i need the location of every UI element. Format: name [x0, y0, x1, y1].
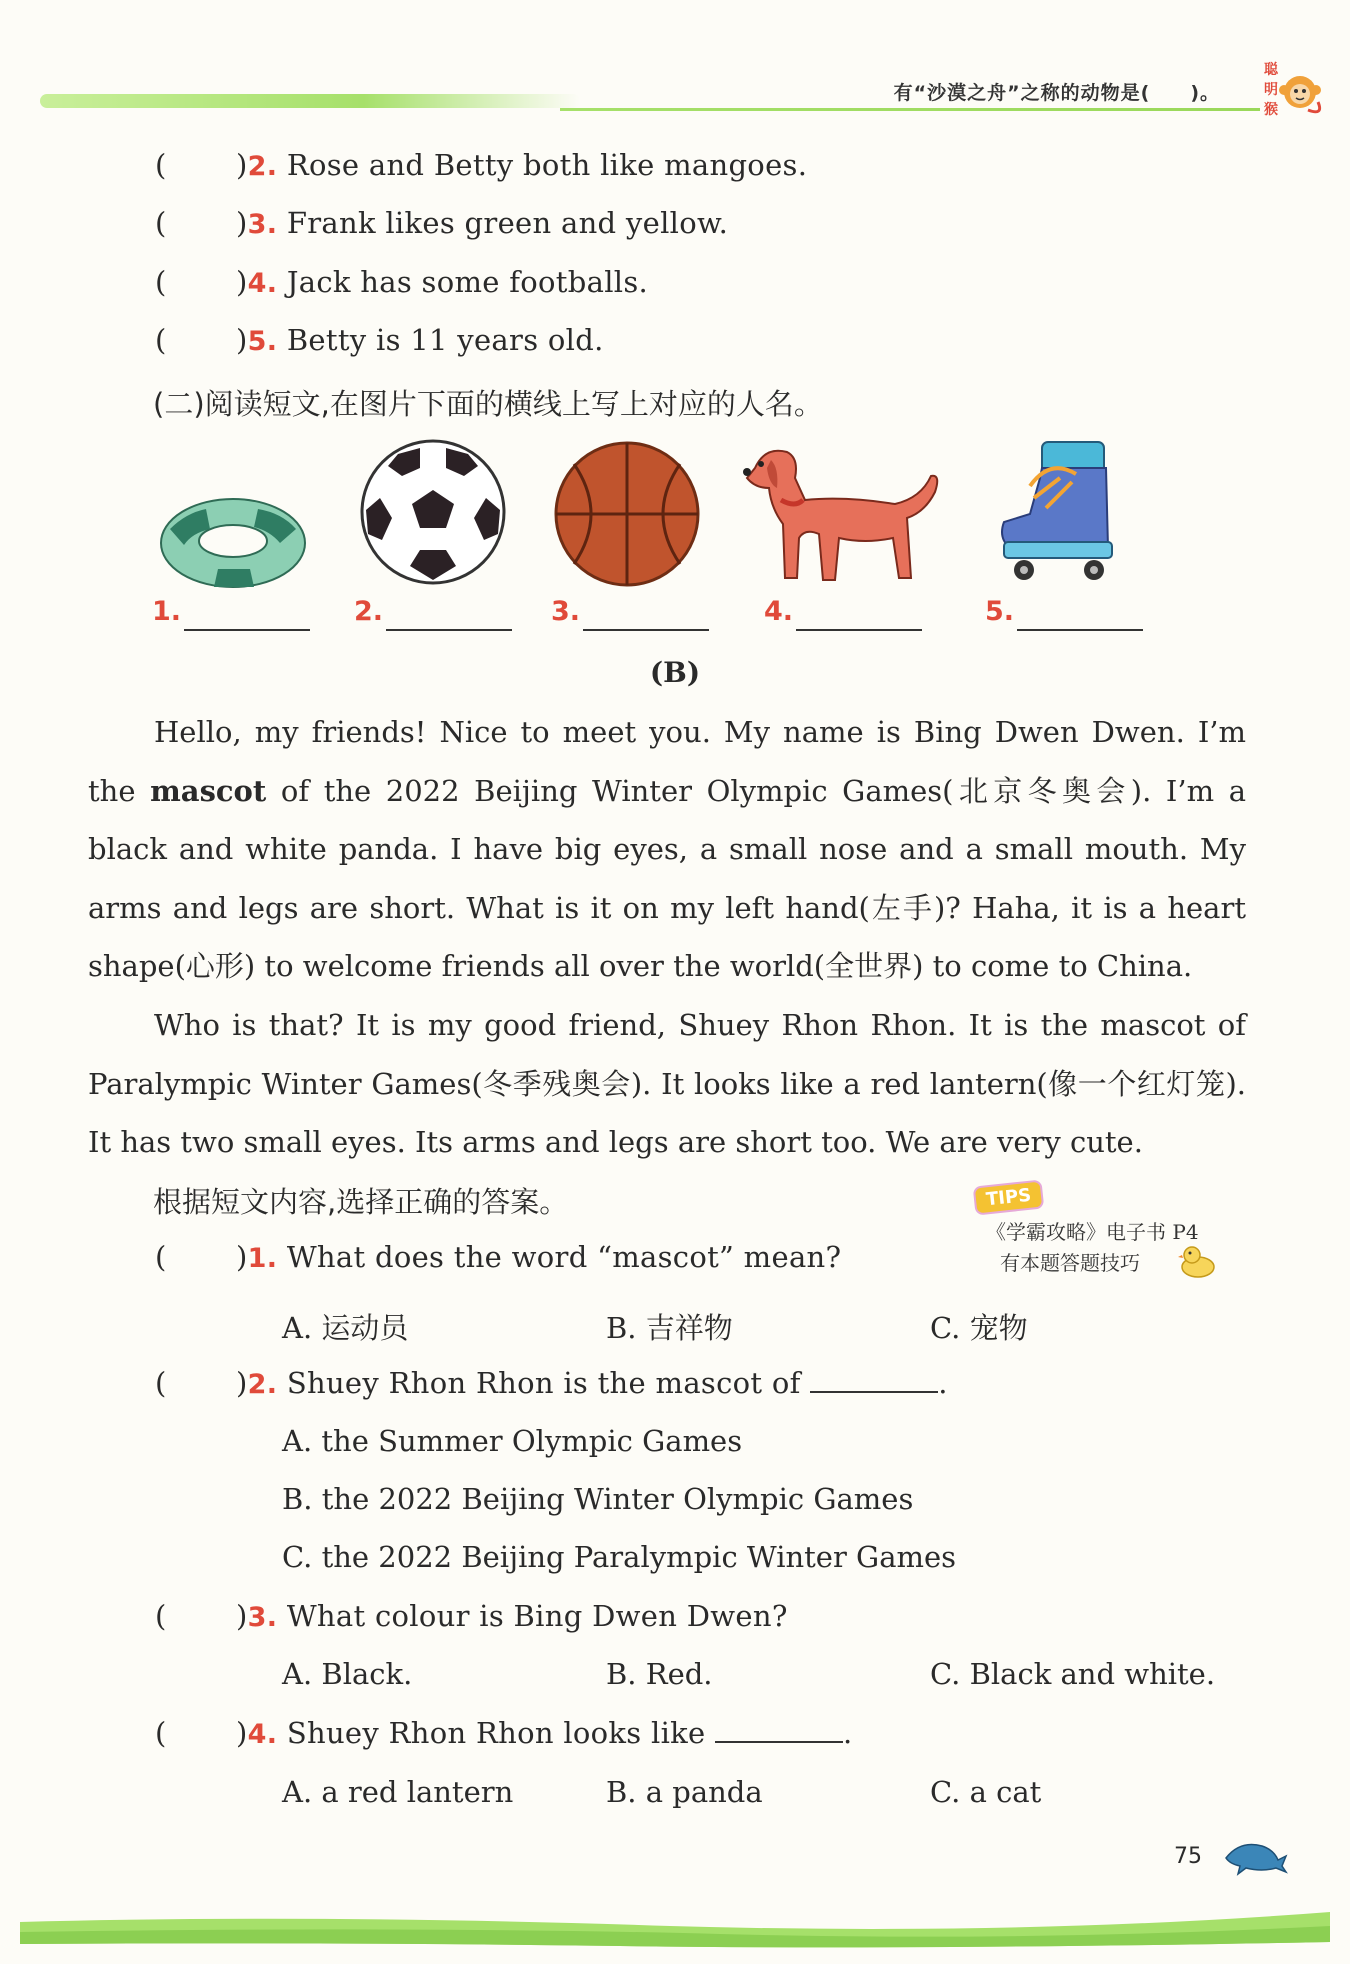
passage-text: Hello, my friends! Nice to meet you. My name is Bing Dwen Dwen. I’m the [88, 715, 1246, 808]
monkey-mascot-icon [1258, 54, 1328, 124]
question-text: Rose and Betty both like mangoes. [286, 148, 808, 182]
option-a[interactable]: A. a red lantern [282, 1775, 514, 1809]
answer-paren-open: ( [155, 265, 167, 299]
page-number: 75 [1174, 1844, 1202, 1869]
name-blank-3[interactable] [583, 629, 709, 631]
header-riddle: 有“沙漠之舟”之称的动物是( )。 [893, 82, 1220, 104]
question-text: What colour is Bing Dwen Dwen? [286, 1599, 788, 1633]
name-blank-1[interactable] [184, 629, 310, 631]
answer-paren-open: ( [155, 1240, 167, 1274]
tips-line: 有本题答题技巧 [1000, 1251, 1140, 1275]
picture-label-4: 4. [764, 596, 794, 627]
option-c[interactable]: C. the 2022 Beijing Paralympic Winter Games [282, 1540, 957, 1574]
svg-text:明: 明 [1264, 82, 1278, 98]
question-line [236, 265, 648, 299]
duck-icon [1178, 1243, 1218, 1279]
answer-paren-close: ) [236, 206, 248, 240]
answer-paren-open: ( [155, 148, 167, 182]
question-end: . [938, 1366, 948, 1400]
roller-skates-icon [990, 438, 1130, 588]
option-c[interactable]: C. Black and white. [930, 1657, 1216, 1691]
picture-label-2: 2. [354, 596, 384, 627]
name-blank-2[interactable] [386, 629, 512, 631]
question-text: Shuey Rhon Rhon is the mascot of [286, 1366, 801, 1400]
answer-paren-open: ( [155, 1599, 167, 1633]
question-number: 4. [247, 1719, 278, 1750]
option-c[interactable]: C. a cat [930, 1775, 1042, 1809]
passage-text: of the 2022 Beijing Winter Olympic Games(北京冬奥会). I’m a black and white panda. I have big eyes, a small nose and a small mouth. My arms and legs are short. What is it on my left hand(左手)? Haha, it is a heart shape(心形) to welcome friends all over the world(全世界) to come to China. [88, 773, 1246, 984]
picture-label-5: 5. [985, 596, 1015, 627]
name-blank-5[interactable] [1017, 629, 1143, 631]
answer-paren-open: ( [155, 1716, 167, 1750]
mc-question-3: )3. What colour is Bing Dwen Dwen? [236, 1599, 788, 1633]
option-c[interactable]: C. 宠物 [930, 1311, 1028, 1345]
passage-paragraph-2: Who is that? It is my good friend, Shuey Rhon Rhon. It is the mascot of Paralympic Winter Games(冬季残奥会). It looks like a red lantern(像一个红灯笼). It has two small eyes. Its arms and legs are short too. We are very cute. [88, 1008, 1246, 1160]
tips-line: 《学霸攻略》电子书 P4 [986, 1220, 1199, 1244]
picture-label-3: 3. [551, 596, 581, 627]
option-b[interactable]: B. the 2022 Beijing Winter Olympic Games [282, 1482, 914, 1516]
mc-instruction: 根据短文内容,选择正确的答案。 [153, 1185, 569, 1219]
option-b[interactable]: B. Red. [606, 1657, 713, 1691]
option-b[interactable]: B. 吉祥物 [606, 1311, 733, 1345]
question-text: Frank likes green and yellow. [286, 206, 729, 240]
answer-paren-close: ) [236, 323, 248, 357]
svg-text:猴: 猴 [1264, 102, 1278, 118]
mc-question-4: )4. Shuey Rhon Rhon looks like . [236, 1716, 853, 1750]
tips-text [986, 1217, 1199, 1279]
question-number: 3. [247, 1602, 278, 1633]
question-line [236, 323, 604, 357]
option-a[interactable]: A. Black. [282, 1657, 413, 1691]
question-number: 1. [247, 1243, 278, 1274]
fill-blank[interactable] [810, 1391, 938, 1393]
fill-blank[interactable] [715, 1741, 843, 1743]
tips-badge: TIPS [975, 1182, 1042, 1214]
question-number: 2. [247, 151, 278, 182]
option-a[interactable]: A. the Summer Olympic Games [282, 1424, 743, 1458]
swim-ring-icon [158, 495, 308, 590]
dolphin-icon [1222, 1836, 1288, 1876]
question-end: . [843, 1716, 853, 1750]
svg-text:聪: 聪 [1264, 62, 1278, 78]
part-b-label: (B) [649, 656, 701, 689]
question-text: What does the word “mascot” mean? [286, 1240, 842, 1274]
picture-label-1: 1. [152, 596, 182, 627]
passage-keyword: mascot [150, 773, 267, 808]
option-a[interactable]: A. 运动员 [282, 1311, 409, 1345]
answer-paren-open: ( [155, 323, 167, 357]
passage-paragraph-1 [88, 703, 1246, 996]
soccer-ball-icon [358, 438, 508, 586]
mc-question-2: )2. Shuey Rhon Rhon is the mascot of . [236, 1366, 948, 1400]
question-text: Betty is 11 years old. [286, 323, 604, 357]
question-line [236, 148, 807, 182]
basketball-icon [552, 440, 702, 588]
dog-icon [735, 438, 945, 588]
answer-paren-open: ( [155, 206, 167, 240]
footer-green-band [20, 1900, 1330, 1950]
question-number: 2. [247, 1369, 278, 1400]
name-blank-4[interactable] [796, 629, 922, 631]
section-two-title: (二)阅读短文,在图片下面的横线上写上对应的人名。 [153, 387, 823, 421]
question-text: Jack has some footballs. [286, 265, 649, 299]
header-rule [560, 108, 1260, 111]
answer-paren-close: ) [236, 148, 248, 182]
tips-box [970, 1185, 1240, 1285]
header-green-band [40, 94, 580, 108]
answer-paren-open: ( [155, 1366, 167, 1400]
question-number: 5. [247, 326, 278, 357]
question-text: Shuey Rhon Rhon looks like [286, 1716, 706, 1750]
mc-question-1: )1. What does the word “mascot” mean? [236, 1240, 842, 1274]
answer-paren-close: ) [236, 265, 248, 299]
option-b[interactable]: B. a panda [606, 1775, 763, 1809]
question-number: 3. [247, 209, 278, 240]
question-line [236, 206, 728, 240]
question-number: 4. [247, 268, 278, 299]
